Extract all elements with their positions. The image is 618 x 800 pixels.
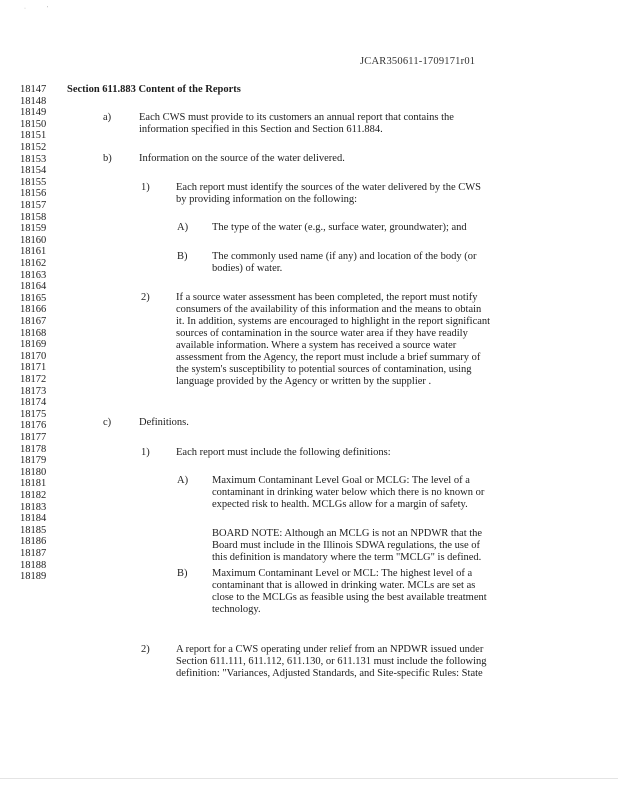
item-b2-line-6: assessment from the Agency, the report must include a brief summary of [176, 352, 481, 363]
item-c1-text: Each report must include the following definitions: [176, 447, 391, 458]
item-c1B-marker: B) [177, 568, 188, 579]
board-note-line-2: Board must include in the Illinois SDWA regulations, the use of [212, 540, 481, 551]
line-number: 18175 [20, 408, 47, 420]
item-c2-line-2: Section 611.111, 611.112, 611.130, or 611.131 must include the following [176, 656, 487, 667]
item-b1B-marker: B) [177, 251, 188, 262]
line-number: 18183 [20, 501, 47, 513]
line-number: 18189 [20, 571, 47, 583]
item-c1A-marker: A) [177, 475, 189, 486]
line-number: 18166 [20, 304, 47, 316]
item-c-marker: c) [103, 417, 112, 428]
line-number: 18161 [20, 246, 47, 258]
line-number: 18154 [20, 165, 47, 177]
item-c1B-line-4: technology. [212, 604, 261, 615]
line-number: 18159 [20, 223, 47, 235]
line-number: 18180 [20, 466, 47, 478]
item-b2-line-5: available information. Where a system has received a source water [176, 340, 457, 351]
item-c2-line-1: A report for a CWS operating under relief from an NPDWR issued under [176, 644, 484, 655]
item-c1-marker: 1) [141, 447, 150, 458]
item-b2-line-1: If a source water assessment has been completed, the report must notify [176, 292, 478, 303]
item-b-text: Information on the source of the water delivered. [139, 153, 345, 164]
item-c1B-line-1: Maximum Contaminant Level or MCL: The highest level of a [212, 568, 473, 579]
line-number: 18168 [20, 327, 47, 339]
line-number: 18184 [20, 513, 47, 525]
item-b1-line-1: Each report must identify the sources of the water delivered by the CWS [176, 182, 481, 193]
line-number: 18181 [20, 478, 47, 490]
item-c1A-line-1: Maximum Contaminant Level Goal or MCLG: The level of a [212, 475, 470, 486]
item-c-text: Definitions. [139, 417, 189, 428]
item-c1B-line-3: close to the MCLGs as feasible using the best available treatment [212, 592, 487, 603]
line-number: 18170 [20, 350, 47, 362]
item-b2-line-2: consumers of the availability of this information and the means to obtain [176, 304, 482, 315]
document-id: JCAR350611-1709171r01 [360, 56, 476, 67]
line-number: 18171 [20, 362, 47, 374]
line-number: 18186 [20, 536, 47, 548]
item-b1-marker: 1) [141, 182, 150, 193]
line-number: 18172 [20, 374, 47, 385]
line-number: 18188 [20, 559, 47, 571]
line-number: 18178 [20, 443, 47, 455]
board-note-line-1: BOARD NOTE: Although an MCLG is not an NPDWR that the [212, 528, 483, 539]
line-number: 18169 [20, 339, 47, 351]
line-number: 18185 [20, 524, 47, 536]
line-number: 18160 [20, 234, 47, 246]
item-c1B-line-2: contaminant that is allowed in drinking water. MCLs are set as [212, 580, 476, 591]
line-number: 18155 [20, 176, 47, 188]
line-number: 18152 [20, 142, 47, 153]
item-b-marker: b) [103, 153, 112, 164]
item-c1A-line-3: expected risk to health. MCLGs allow for a margin of safety. [212, 499, 468, 510]
line-number: 18163 [20, 269, 47, 281]
item-b2-line-7: the system's susceptibility to potential sources of contamination, using [176, 364, 472, 375]
item-b1A-text: The type of the water (e.g., surface water, groundwater); and [212, 222, 467, 233]
item-b1-line-2: by providing information on the following: [176, 194, 358, 205]
line-number: 18153 [20, 153, 47, 165]
item-a-line-2: information specified in this Section and Section 611.884. [139, 124, 383, 135]
item-a-line-1: Each CWS must provide to its customers an annual report that contains the [139, 112, 454, 123]
line-number: 18165 [20, 292, 47, 304]
item-b1B-line-1: The commonly used name (if any) and location of the body (or [212, 251, 477, 262]
line-number: 18151 [20, 130, 47, 142]
board-note-line-3: this definition is mandatory where the term "MCLG" is defined. [212, 552, 482, 563]
line-number: 18187 [20, 548, 47, 559]
line-number: 18162 [20, 258, 47, 269]
item-b2-line-4: sources of contamination in the source water area if they have readily [176, 328, 468, 339]
item-b2-line-3: it. In addition, systems are encouraged to highlight in the report significant [176, 316, 491, 327]
line-number: 18147 [20, 84, 47, 95]
line-number: 18164 [20, 281, 47, 293]
line-number: 18167 [20, 316, 47, 327]
item-c2-marker: 2) [141, 644, 150, 655]
scan-edge [0, 778, 618, 779]
line-number: 18174 [20, 397, 47, 409]
item-c1A-line-2: contaminant in drinking water below which there is no known or [212, 487, 485, 498]
line-number: 18176 [20, 420, 47, 432]
line-number: 18149 [20, 107, 47, 119]
item-b1A-marker: A) [177, 222, 189, 233]
item-a-marker: a) [103, 112, 112, 123]
scan-specks: · ' [24, 6, 49, 12]
section-title: Section 611.883 Content of the Reports [67, 84, 241, 95]
item-b2-line-8: language provided by the Agency or written by the supplier . [176, 376, 432, 387]
line-number: 18156 [20, 188, 47, 200]
line-number: 18179 [20, 455, 47, 467]
line-number: 18173 [20, 385, 47, 397]
line-number: 18177 [20, 432, 47, 443]
item-b1B-line-2: bodies) of water. [212, 263, 283, 274]
item-c2-line-3: definition: "Variances, Adjusted Standards, and Site-specific Rules: State [176, 668, 483, 679]
line-number: 18157 [20, 200, 47, 211]
line-number: 18158 [20, 211, 47, 223]
item-b2-marker: 2) [141, 292, 150, 303]
line-number: 18150 [20, 118, 47, 130]
line-number: 18182 [20, 490, 47, 501]
line-number: 18148 [20, 95, 47, 107]
